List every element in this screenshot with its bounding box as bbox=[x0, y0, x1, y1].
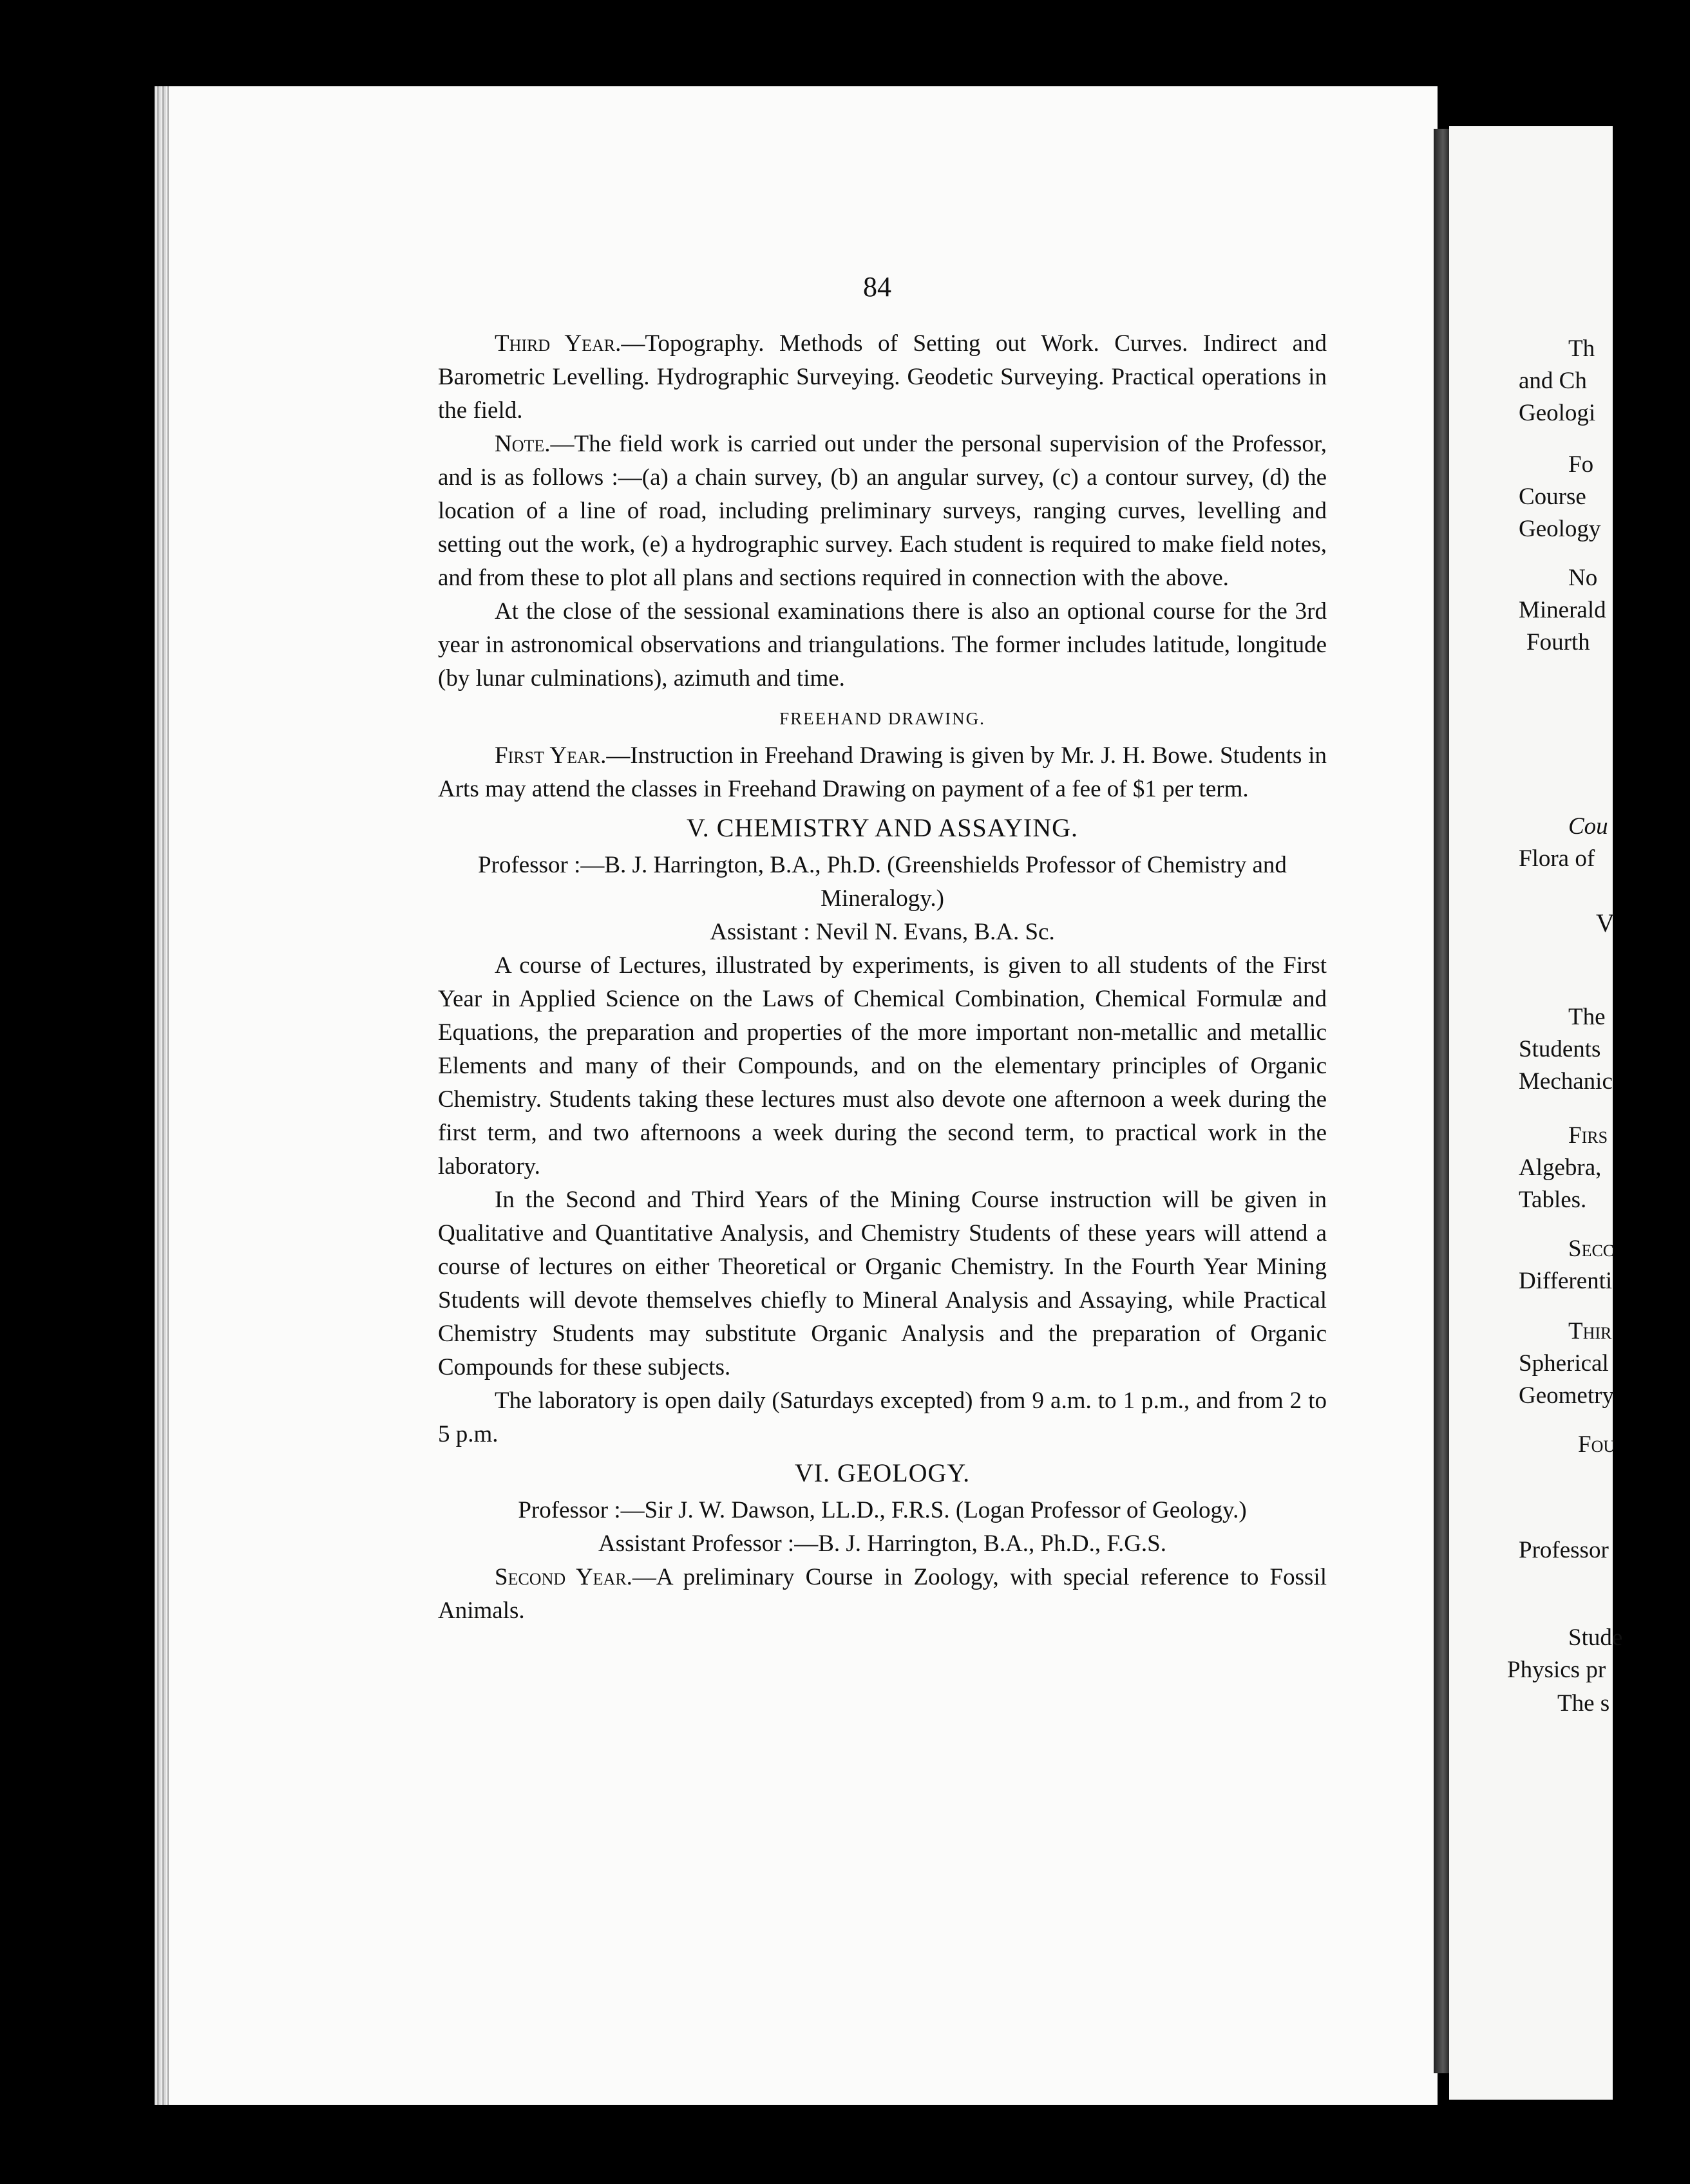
geology-second-lead: Second Year bbox=[495, 1564, 627, 1590]
geology-professor: Professor :—Sir J. W. Dawson, LL.D., F.R.S. (Logan Professor of Geology.) bbox=[518, 1497, 1247, 1523]
book-gutter bbox=[1434, 129, 1449, 2073]
right-fragment: Cou bbox=[1568, 813, 1608, 840]
right-fragment: Mechanic bbox=[1519, 1068, 1613, 1095]
geology-second-text: .—A preliminary Course in Zoology, with special reference to Fossil Animals. bbox=[438, 1564, 1327, 1624]
right-fragment: Geologi bbox=[1519, 400, 1596, 426]
right-fragment: and Ch bbox=[1519, 368, 1587, 394]
chemistry-professor: Professor :—B. J. Harrington, B.A., Ph.D. (Greenshields Professor of Chemistry and Mineralogy.) bbox=[478, 852, 1287, 912]
right-fragment: The bbox=[1568, 1004, 1606, 1030]
right-fragment: Geology bbox=[1519, 516, 1601, 542]
chemistry-paragraph-2: In the Second and Third Years of the Mining Course instruction will be given in Qualitative and Quantitative Analysis, and Chemistry Students of these years will attend a course of lectures on either Theoretical or Organic Chemistry. In the Fourth Year Mining Students will devote themselves chiefly to Mineral Analysis and Assaying, while Practical Chemistry Students may substitute Organic Analysis and the preparation of Organic Compounds for these subjects. bbox=[438, 1187, 1327, 1380]
note-lead: Note bbox=[495, 431, 545, 457]
right-fragment: Spherical bbox=[1519, 1350, 1609, 1377]
chemistry-heading: V. CHEMISTRY AND ASSAYING. bbox=[687, 813, 1078, 842]
right-fragment: No bbox=[1568, 565, 1598, 591]
freehand-heading: FREEHAND DRAWING. bbox=[779, 709, 985, 728]
right-fragment: Secc bbox=[1568, 1236, 1615, 1262]
freehand-paragraph bbox=[438, 739, 1327, 806]
right-fragment: Geometry bbox=[1519, 1382, 1614, 1409]
right-fragment: Fourth bbox=[1526, 629, 1590, 655]
geology-second-year bbox=[438, 1561, 1327, 1628]
chemistry-paragraph-3: The laboratory is open daily (Saturdays excepted) from 9 a.m. to 1 p.m., and from 2 to 5 p.m. bbox=[438, 1388, 1327, 1447]
right-fragment: Thir bbox=[1568, 1318, 1612, 1344]
page-content bbox=[438, 327, 1327, 1628]
third-year-lead: Third Year bbox=[495, 330, 616, 357]
right-fragment: Professor bbox=[1519, 1537, 1609, 1563]
page-number: 84 bbox=[863, 271, 891, 303]
right-fragment: Minerald bbox=[1519, 597, 1606, 623]
right-fragment: Fo bbox=[1568, 451, 1594, 478]
freehand-lead: First Year bbox=[495, 742, 601, 769]
right-fragment: Tables. bbox=[1519, 1187, 1587, 1213]
note-paragraph bbox=[438, 428, 1327, 595]
right-fragment: Differenti bbox=[1519, 1268, 1613, 1294]
right-fragment: Stude bbox=[1568, 1624, 1623, 1651]
right-fragment: Fou bbox=[1578, 1431, 1616, 1458]
sessional-paragraph: At the close of the sessional examinations there is also an optional course for the 3rd year in astronomical observations and triangulations. The former includes latitude, longitude (by lunar culminations), azimuth and time. bbox=[438, 598, 1327, 692]
freehand-text: .—Instruction in Freehand Drawing is given by Mr. J. H. Bowe. Students in Arts may attend the classes in Freehand Drawing on payment of a fee of $1 per term. bbox=[438, 742, 1327, 802]
chemistry-assistant: Assistant : Nevil N. Evans, B.A. Sc. bbox=[710, 919, 1055, 945]
third-year-text: .—Topography. Methods of Setting out Work. Curves. Indirect and Barometric Levelling. Hydrographic Surveying. Geodetic Surveying. Practical operations in the field. bbox=[438, 330, 1327, 424]
note-text: .—The field work is carried out under the personal supervision of the Professor, and is as follows :—(a) a chain survey, (b) an angular survey, (c) a contour survey, (d) the location of a line of road, including preliminary surveys, ranging curves, levelling and setting out the work, (e) a hydrographic survey. Each student is required to make field notes, and from these to plot all plans and sections required in connection with the above. bbox=[438, 431, 1327, 591]
geology-heading: VI. GEOLOGY. bbox=[794, 1458, 971, 1487]
right-fragment: The s bbox=[1557, 1690, 1610, 1717]
geology-assistant: Assistant Professor :—B. J. Harrington, B.A., Ph.D., F.G.S. bbox=[598, 1530, 1166, 1557]
third-year-paragraph bbox=[438, 327, 1327, 428]
right-fragment: V bbox=[1596, 908, 1615, 937]
right-fragment: Physics pr bbox=[1507, 1657, 1606, 1683]
right-fragment: Students bbox=[1519, 1036, 1601, 1062]
chemistry-paragraph-1: A course of Lectures, illustrated by experiments, is given to all students of the First Year in Applied Science on the Laws of Chemical Combination, Chemical Formulæ and Equations, the preparation and properties of the more important non-metallic and metallic Elements and many of their Compounds, and on the elementary principles of Organic Chemistry. Students taking these lectures must also devote one afternoon a week during the first term, and two afternoons a week during the second term, to practical work in the laboratory. bbox=[438, 952, 1327, 1180]
right-fragment: Th bbox=[1568, 335, 1595, 362]
right-fragment: Algebra, bbox=[1519, 1154, 1602, 1181]
right-fragment: Course bbox=[1519, 484, 1586, 510]
right-fragment: Firs bbox=[1568, 1122, 1608, 1149]
right-fragment: Flora of bbox=[1519, 845, 1595, 872]
